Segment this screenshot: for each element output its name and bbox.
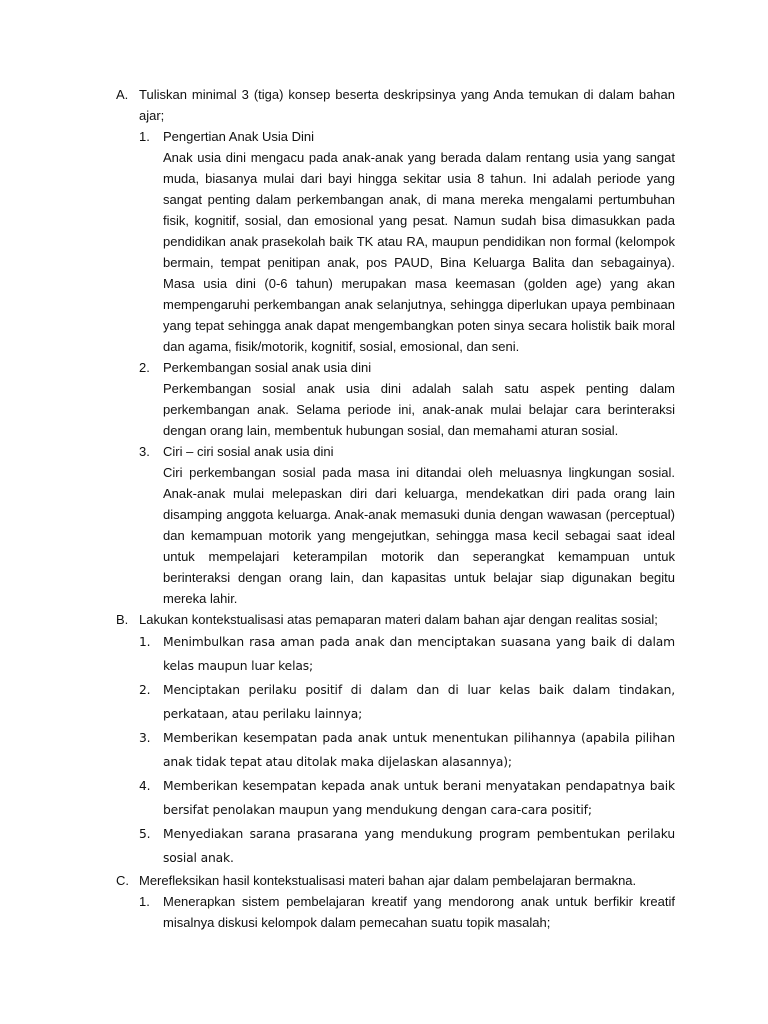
item-title: Pengertian Anak Usia Dini [163, 129, 315, 144]
section-items [139, 891, 675, 933]
list-item [139, 891, 675, 933]
item-number: 2. [139, 360, 150, 375]
item-number: 1. [139, 129, 150, 144]
section-heading: Lakukan kontekstualisasi atas pemaparan materi dalam bahan ajar dengan realitas sosial; [139, 612, 658, 627]
list-item [139, 774, 675, 822]
item-text: Memberikan kesempatan kepada anak untuk berani menyatakan pendapatnya baik bersifat penolakan maupun yang mendukung dengan cara-cara positif; [163, 779, 675, 817]
section-items [139, 126, 675, 609]
section-items [139, 630, 675, 870]
item-text: Menerapkan sistem pembelajaran kreatif yang mendorong anak untuk berfikir kreatif misalnya diskusi kelompok dalam pemecahan suatu topik masalah; [163, 894, 675, 930]
list-item [139, 126, 675, 357]
section-a [116, 84, 675, 609]
list-item [139, 822, 675, 870]
item-number: 1. [139, 635, 151, 649]
list-item [139, 630, 675, 678]
item-number: 5. [139, 827, 151, 841]
item-number: 3. [139, 731, 151, 745]
section-letter: C. [116, 873, 129, 888]
section-letter: A. [116, 87, 129, 102]
list-item [139, 726, 675, 774]
item-text: Menciptakan perilaku positif di dalam dan di luar kelas baik dalam tindakan, perkataan, atau perilaku lainnya; [163, 683, 675, 721]
section-c [116, 870, 675, 933]
section-b [116, 609, 675, 870]
item-number: 2. [139, 683, 151, 697]
item-number: 1. [139, 894, 150, 909]
item-description: Perkembangan sosial anak usia dini adalah salah satu aspek penting dalam perkembangan anak. Selama periode ini, anak-anak mulai belajar cara berinteraksi dengan orang lain, membentuk hubungan sosial, dan memahami aturan sosial. [163, 381, 675, 438]
item-text: Menimbulkan rasa aman pada anak dan menciptakan suasana yang baik di dalam kelas maupun luar kelas; [163, 635, 675, 673]
list-item [139, 441, 675, 609]
item-text: Memberikan kesempatan pada anak untuk menentukan pilihannya (apabila pilihan anak tidak tepat atau ditolak maka dijelaskan alasannya); [163, 731, 675, 769]
section-heading: Merefleksikan hasil kontekstualisasi materi bahan ajar dalam pembelajaran bermakna. [139, 873, 637, 888]
section-heading: Tuliskan minimal 3 (tiga) konsep beserta deskripsinya yang Anda temukan di dalam bahan ajar; [139, 87, 675, 123]
item-description: Ciri perkembangan sosial pada masa ini ditandai oleh meluasnya lingkungan sosial. Anak-anak mulai melepaskan diri dari keluarga, mendekatkan diri pada orang lain disamping anggota keluarga. Anak-anak memasuki dunia dengan wawasan (perceptual) dan kemampuan motorik yang mengejutkan, sehingga masa kecil sebagai saat ideal untuk mempelajari keterampilan motorik dan seperangkat kemampuan untuk berinteraksi dengan orang lain, dan kapasitas untuk belajar siap digunakan begitu mereka lahir. [163, 465, 675, 606]
list-item [139, 678, 675, 726]
item-number: 3. [139, 444, 150, 459]
item-title: Ciri – ciri sosial anak usia dini [163, 444, 334, 459]
item-description: Anak usia dini mengacu pada anak-anak yang berada dalam rentang usia yang sangat muda, biasanya mulai dari bayi hingga sekitar usia 8 tahun. Ini adalah periode yang sangat penting dalam perkembangan anak, di mana mereka mengalami pertumbuhan fisik, kognitif, sosial, dan emosional yang pesat. Namun sudah bisa dimasukkan pada pendidikan anak prasekolah baik TK atau RA, maupun pendidikan non formal (kelompok bermain, tempat penitipan anak, pos PAUD, Bina Keluarga Balita dan sebagainya). Masa usia dini (0-6 tahun) merupakan masa keemasan (golden age) yang akan mempengaruhi perkembangan anak selanjutnya, sehingga diperlukan upaya pembinaan yang tepat sehingga anak dapat mengembangkan poten sinya secara holistik baik moral dan agama, fisik/motorik, kognitif, sosial, emosional, dan seni. [163, 150, 675, 354]
item-text: Menyediakan sarana prasarana yang mendukung program pembentukan perilaku sosial anak. [163, 827, 675, 865]
list-item [139, 357, 675, 441]
item-title: Perkembangan sosial anak usia dini [163, 360, 372, 375]
section-letter: B. [116, 612, 129, 627]
item-number: 4. [139, 779, 151, 793]
